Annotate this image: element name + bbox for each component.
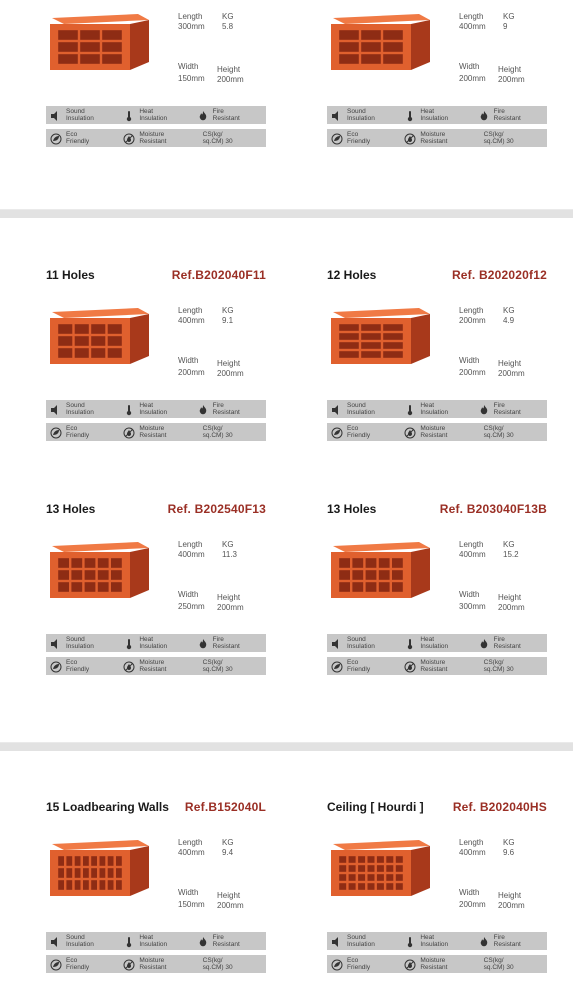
sound-icon <box>331 403 343 415</box>
leaf-icon <box>331 660 343 672</box>
fire-icon <box>478 403 490 415</box>
features-bar <box>46 400 266 418</box>
product-card <box>46 4 266 164</box>
height-value: 200mm <box>498 603 525 612</box>
thermometer-icon <box>404 637 416 649</box>
brick-image <box>46 836 151 898</box>
kg-value: 15.2 <box>503 550 519 559</box>
sound-icon <box>50 637 62 649</box>
product-card <box>46 502 266 673</box>
eco-label: Eco Friendly <box>347 130 371 145</box>
cs-label: CS(kg/ sq.CM) 30 <box>202 130 233 145</box>
leaf-icon <box>50 660 62 672</box>
eco-label: Eco Friendly <box>347 424 371 439</box>
height-label: Height <box>498 891 522 900</box>
sound-icon <box>331 109 343 121</box>
fire-icon <box>197 403 209 415</box>
thermometer-icon <box>123 637 135 649</box>
section-divider <box>0 209 573 218</box>
kg-value: 9.4 <box>222 848 234 857</box>
product-ref: Ref.B152040L <box>184 800 266 814</box>
product-title: 13 Holes <box>327 502 377 516</box>
length-label: Length <box>459 838 484 847</box>
thermometer-icon <box>123 109 135 121</box>
height-label: Height <box>217 65 241 74</box>
eco-label: Eco Friendly <box>66 658 90 673</box>
height-label: Height <box>217 891 241 900</box>
width-value: 200mm <box>459 900 486 909</box>
sound-label: Sound Insulation <box>66 635 94 650</box>
length-value: 400mm <box>178 848 205 857</box>
product-title: 11 Holes <box>46 268 95 282</box>
fire-icon <box>197 637 209 649</box>
length-label: Length <box>459 306 484 315</box>
kg-label: KG <box>222 838 234 847</box>
eco-label: Eco Friendly <box>66 424 90 439</box>
length-value: 400mm <box>459 550 486 559</box>
brick-image <box>327 836 432 898</box>
length-label: Length <box>178 540 203 549</box>
kg-value: 4.9 <box>503 316 515 325</box>
kg-label: KG <box>503 306 515 315</box>
length-label: Length <box>178 12 203 21</box>
product-title: 15 Loadbearing Walls <box>46 800 169 814</box>
height-label: Height <box>498 593 522 602</box>
sound-label: Sound Insulation <box>66 107 94 122</box>
thermometer-icon <box>123 403 135 415</box>
height-value: 200mm <box>217 369 244 378</box>
product-card <box>327 268 547 439</box>
sound-icon <box>50 109 62 121</box>
moisture-label: Moisture Resistant <box>139 956 167 971</box>
height-value: 200mm <box>498 901 525 910</box>
moisture-icon <box>404 132 416 144</box>
heat-label: Heat Insulation <box>420 635 449 650</box>
fire-label: Fire Resistant <box>493 933 521 948</box>
heat-label: Heat Insulation <box>139 635 168 650</box>
kg-label: KG <box>222 306 234 315</box>
product-card <box>46 268 266 439</box>
sound-icon <box>331 637 343 649</box>
moisture-icon <box>123 132 135 144</box>
product-card <box>327 502 547 673</box>
brick-image <box>46 538 151 600</box>
eco-label: Eco Friendly <box>66 956 90 971</box>
features-bar <box>46 657 266 675</box>
moisture-label: Moisture Resistant <box>420 424 448 439</box>
cs-label: CS(kg/ sq.CM) 30 <box>483 658 514 673</box>
leaf-icon <box>50 426 62 438</box>
fire-label: Fire Resistant <box>212 107 240 122</box>
features-bar <box>46 423 266 441</box>
width-value: 200mm <box>459 368 486 377</box>
sound-label: Sound Insulation <box>66 401 94 416</box>
product-ref: Ref. B203040F13B <box>439 502 547 516</box>
product-title: Ceiling [ Hourdi ] <box>327 800 424 814</box>
features-bar <box>46 129 266 147</box>
moisture-label: Moisture Resistant <box>420 956 448 971</box>
sound-label: Sound Insulation <box>347 933 375 948</box>
product-ref: Ref.B202040F11 <box>171 268 266 282</box>
fire-label: Fire Resistant <box>212 933 240 948</box>
fire-label: Fire Resistant <box>493 107 521 122</box>
fire-icon <box>197 109 209 121</box>
height-value: 200mm <box>217 603 244 612</box>
features-bar <box>46 955 266 973</box>
width-label: Width <box>178 590 199 599</box>
sound-icon <box>331 935 343 947</box>
width-value: 200mm <box>459 74 486 83</box>
brick-image <box>46 304 151 366</box>
product-card <box>327 4 547 164</box>
heat-label: Heat Insulation <box>139 401 168 416</box>
features-bar <box>327 932 547 950</box>
cs-label: CS(kg/ sq.CM) 30 <box>483 424 514 439</box>
product-ref: Ref. B202020f12 <box>451 268 547 282</box>
width-label: Width <box>459 62 480 71</box>
sound-label: Sound Insulation <box>347 635 375 650</box>
height-value: 200mm <box>498 75 525 84</box>
cs-label: CS(kg/ sq.CM) 30 <box>202 658 233 673</box>
thermometer-icon <box>404 109 416 121</box>
features-bar <box>46 932 266 950</box>
width-value: 150mm <box>178 74 205 83</box>
heat-label: Heat Insulation <box>139 107 168 122</box>
width-label: Width <box>178 356 199 365</box>
kg-value: 9.6 <box>503 848 515 857</box>
features-bar <box>327 955 547 973</box>
length-label: Length <box>178 306 203 315</box>
fire-label: Fire Resistant <box>493 401 521 416</box>
fire-label: Fire Resistant <box>212 401 240 416</box>
kg-label: KG <box>503 540 515 549</box>
height-value: 200mm <box>498 369 525 378</box>
features-bar <box>327 106 547 124</box>
width-label: Width <box>459 590 480 599</box>
brick-image <box>327 304 432 366</box>
height-value: 200mm <box>217 901 244 910</box>
height-label: Height <box>498 65 522 74</box>
kg-value: 9.1 <box>222 316 234 325</box>
fire-icon <box>478 935 490 947</box>
length-value: 200mm <box>459 316 486 325</box>
length-label: Length <box>178 838 203 847</box>
moisture-icon <box>123 660 135 672</box>
sound-icon <box>50 935 62 947</box>
width-value: 300mm <box>459 602 486 611</box>
kg-label: KG <box>503 12 515 21</box>
height-label: Height <box>498 359 522 368</box>
width-label: Width <box>459 356 480 365</box>
thermometer-icon <box>404 403 416 415</box>
product-title: 12 Holes <box>327 268 377 282</box>
brick-image <box>46 10 151 72</box>
features-bar <box>327 634 547 652</box>
leaf-icon <box>331 426 343 438</box>
brick-image <box>327 538 432 600</box>
sound-label: Sound Insulation <box>347 107 375 122</box>
moisture-label: Moisture Resistant <box>139 658 167 673</box>
features-bar <box>327 129 547 147</box>
fire-icon <box>197 935 209 947</box>
product-card <box>327 800 547 971</box>
cs-label: CS(kg/ sq.CM) 30 <box>202 956 233 971</box>
heat-label: Heat Insulation <box>420 933 449 948</box>
width-value: 200mm <box>178 368 205 377</box>
width-label: Width <box>178 62 199 71</box>
height-value: 200mm <box>217 75 244 84</box>
height-label: Height <box>217 593 241 602</box>
moisture-icon <box>404 660 416 672</box>
heat-label: Heat Insulation <box>139 933 168 948</box>
width-label: Width <box>178 888 199 897</box>
length-value: 400mm <box>178 550 205 559</box>
width-value: 250mm <box>178 602 205 611</box>
kg-label: KG <box>503 838 515 847</box>
moisture-label: Moisture Resistant <box>420 658 448 673</box>
kg-value: 11.3 <box>222 550 237 559</box>
features-bar <box>46 106 266 124</box>
features-bar <box>327 423 547 441</box>
thermometer-icon <box>123 935 135 947</box>
moisture-icon <box>123 426 135 438</box>
width-value: 150mm <box>178 900 205 909</box>
heat-label: Heat Insulation <box>420 401 449 416</box>
fire-icon <box>478 109 490 121</box>
sound-label: Sound Insulation <box>347 401 375 416</box>
fire-label: Fire Resistant <box>212 635 240 650</box>
features-bar <box>327 657 547 675</box>
length-label: Length <box>459 540 484 549</box>
sound-icon <box>50 403 62 415</box>
product-ref: Ref. B202540F13 <box>167 502 266 516</box>
moisture-label: Moisture Resistant <box>139 130 167 145</box>
features-bar <box>46 634 266 652</box>
eco-label: Eco Friendly <box>347 658 371 673</box>
width-label: Width <box>459 888 480 897</box>
fire-icon <box>478 637 490 649</box>
length-value: 400mm <box>459 848 486 857</box>
moisture-label: Moisture Resistant <box>420 130 448 145</box>
leaf-icon <box>331 132 343 144</box>
product-ref: Ref. B202040HS <box>452 800 547 814</box>
product-title: 13 Holes <box>46 502 96 516</box>
sound-label: Sound Insulation <box>66 933 94 948</box>
features-bar <box>327 400 547 418</box>
leaf-icon <box>50 958 62 970</box>
length-value: 400mm <box>178 316 205 325</box>
kg-label: KG <box>222 12 234 21</box>
cs-label: CS(kg/ sq.CM) 30 <box>483 956 514 971</box>
length-value: 400mm <box>459 22 486 31</box>
cs-label: CS(kg/ sq.CM) 30 <box>202 424 233 439</box>
brick-image <box>327 10 432 72</box>
moisture-label: Moisture Resistant <box>139 424 167 439</box>
moisture-icon <box>404 426 416 438</box>
thermometer-icon <box>404 935 416 947</box>
kg-value: 5.8 <box>222 22 234 31</box>
height-label: Height <box>217 359 241 368</box>
leaf-icon <box>331 958 343 970</box>
eco-label: Eco Friendly <box>66 130 90 145</box>
heat-label: Heat Insulation <box>420 107 449 122</box>
moisture-icon <box>404 958 416 970</box>
kg-value: 9 <box>503 22 508 31</box>
eco-label: Eco Friendly <box>347 956 371 971</box>
section-divider <box>0 742 573 751</box>
length-label: Length <box>459 12 484 21</box>
moisture-icon <box>123 958 135 970</box>
kg-label: KG <box>222 540 234 549</box>
fire-label: Fire Resistant <box>493 635 521 650</box>
length-value: 300mm <box>178 22 205 31</box>
product-card <box>46 800 266 971</box>
cs-label: CS(kg/ sq.CM) 30 <box>483 130 514 145</box>
leaf-icon <box>50 132 62 144</box>
